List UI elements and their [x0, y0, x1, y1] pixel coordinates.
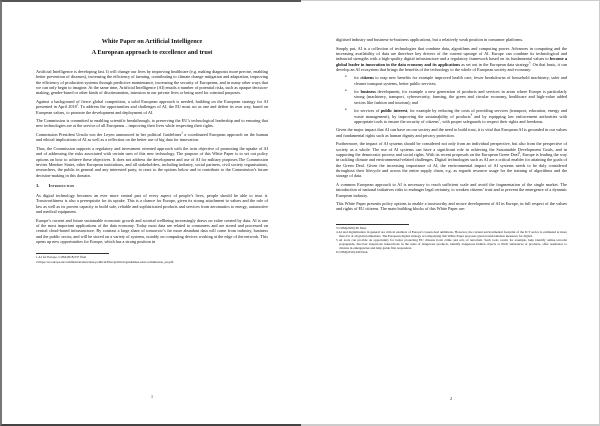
footnote-ref[interactable]: 5 [438, 117, 441, 122]
footnote: 5 AI tools can provide an opportunity for better protecting EU citizens from crime and acts of terrorism. Such tools could, for example, help identify online terrorist propaganda, discover suspicious transactions in the sales of dangerous products, identify dangerous hidden objects or illicit substances or products, offer assistance to citizens in emergencies and help guide first responders. [336, 238, 567, 251]
footnote: 1 AI for Europe, COM/2018/237 final [36, 255, 87, 260]
paragraph: Simply put, AI is a collection of technologies that combine data, algorithms and computing power. Advances in computing and the increasing availability of data are therefore key drivers of the current upsurge of AI. Europe can combine its technological and industrial strengths with a high-quality digital infrastructure and a regulatory framework based on its fundamental values to become a global leader in innovation in the data economy and its applications as set out in the European data strategy$^3$. On that basis, it can develop an AI ecosystem that brings the benefits of the technology to the whole of European society and economy: [336, 45, 568, 72]
footnote: 4 AI and digitalisation in general are critical enablers of Europe’s Green deal ambitions. However, the current environmental footprint of the ICT sector is estimated at more than 2% of all global emissions. The European digital strategy accompanying this White Paper proposes green transformation measures for digital. [336, 230, 567, 239]
paragraph: Artificial Intelligence is developing fast. It will change our lives by improving healthcare (e.g. making diagnosis more precise, enabling better prevention of diseases), increasing the efficiency of farming, contributing to climate change mitigation and adaptation, improving the efficiency of production systems through predictive maintenance, increasing the security of Europeans, and in many other ways that we can only begin to imagine. At the same time, Artificial Intelligence (AI) entails a number of potential risks, such as opaque decision-making, gender-based or other kinds of discrimination, intrusion in our private lives or being used for criminal purposes. [36, 69, 268, 96]
paragraph: Furthermore, the impact of AI systems should be considered not only from an individual perspective, but also from the perspective of society as a whole. The use of AI systems can have a significant role in achieving the Sustainable Development Goals, and in supporting the democratic process and social rights. With its recent proposals on the European Green Deal$^6$, Europe is leading the way in tackling climate and environmental-related challenges. Digital technologies such as AI are a critical enabler for attaining the goals of the Green Deal. Given the increasing importance of AI, the environmental impact of AI systems needs to be duly considered throughout their lifecycle and across the entire supply chain, e.g. as regards resource usage for the training of algorithms and the storage of data. [336, 141, 567, 179]
footnote-ref[interactable]: 2 [181, 130, 183, 135]
footnote: 3 COM(2020) 66 final. [336, 225, 367, 230]
page-number: 1 [151, 394, 153, 399]
page-1-body [36, 37, 268, 265]
footnote-ref[interactable]: 6 [518, 150, 521, 155]
page-2-body [336, 37, 567, 255]
paragraph: As digital technology becomes an ever more central part of every aspect of people’s lives, people should be able to trust it. Trustworthiness is also a prerequisite for its uptake. This is a chance for Europe, given its strong attachment to values and the rule of law as well as its proven capacity to build safe, reliable and sophisticated products and services from aeronautics to energy, automotive and medical equipment. [36, 192, 268, 214]
paragraph: A common European approach to AI is necessary to reach sufficient scale and avoid the fragmentation of the single market. The introduction of national initiatives risks to endanger legal certainty, to weaken citizens’ trust and to prevent the emergence of a dynamic European industry. [336, 181, 567, 198]
list-item: • for citizens to reap new benefits for example improved health care, fewer breakdowns of household machinery, safer and cleaner transport systems, better public services; [354, 75, 567, 86]
page-number: 2 [450, 396, 452, 401]
footnote-divider [336, 224, 409, 225]
paragraph: This White Paper presents policy options to enable a trustworthy and secure development of AI in Europe, in full respect of the values and rights of EU citizens. The main building blocks of this White Paper are: [336, 201, 567, 212]
section-title: Introduction [48, 182, 75, 188]
footnote-ref[interactable]: 4 [470, 112, 473, 117]
footnote-ref[interactable]: 1 [76, 102, 79, 107]
paragraph: Commission President Ursula von der Leyen announced in her political Guidelines$^2$ a coordinated European approach on the human and ethical implications of AI as well as a reflection on the better use of big data for innovation. [36, 130, 268, 143]
footnote[interactable]: 2 https://ec.europa.eu/commission/sites/beta-political/files/political-guidelines-next-commission_en.pdf. [36, 259, 174, 264]
footnote: 6 COM(2019) 640 final. [336, 250, 369, 255]
page-2 [301, 0, 600, 426]
section-heading [36, 183, 268, 188]
footnote-divider [36, 253, 109, 254]
paragraph: Europe’s current and future sustainable economic growth and societal wellbeing increasingly draws on value created by data. AI is one of the most important applications of the data economy. Today most data are related to consumers and are stored and processed on central cloud-based infrastructure. By contrast a large share of tomorrow’s far more abundant data will come from industry, business and the public sector, and will be stored on a variety of systems, notably on computing devices working at the edge of the network. This opens up new opportunities for Europe, which has a strong position in [36, 217, 268, 244]
benefits-list [336, 75, 567, 124]
paragraph: Against a background of fierce global competition, a solid European approach is needed, building on the European strategy for AI presented in April 2018$^1$. To address the opportunities and challenges of AI, the EU must act as one and define its own way, based on European values, to promote the development and deployment of AI. [36, 98, 269, 115]
footnote-ref[interactable]: 3 [528, 60, 531, 65]
paragraph: Thus, the Commission supports a regulatory and investment oriented approach with the twin objective of promoting the uptake of AI and of addressing the risks associated with certain uses of this new technology. The purpose of this White Paper is to set out policy options on how to achieve these objectives. It does not address the development and use of AI for military purposes.The Commission invites Member States, other European institutions, and all stakeholders, including industry, social partners, civil society organisations, researchers, the public in general and any interested party, to react to the options below and to contribute to the Commission’s future decision-making in this domain. [36, 145, 268, 178]
document-subtitle: A European approach to excellence and trust [91, 48, 213, 56]
paragraph: The Commission is committed to enabling scientific breakthrough, to preserving the EU’s technological leadership and to ensuring that new technologies are at the service of all Europeans – improving their lives while respecting their rights. [36, 118, 268, 129]
paragraph: Given the major impact that AI can have on our society and the need to build trust, it is vital that European AI is grounded in our values and fundamental rights such as human dignity and privacy protection. [336, 127, 567, 138]
paragraph: digitised industry and business-to-business applications, but a relatively weak position in consumer platforms. [336, 37, 524, 42]
section-number: 1. [36, 182, 40, 188]
list-item: • for services of public interest, for example by reducing the costs of providing services (transport, education, energy and waste management), by improving the sustainability of products$^4$ and by equipping law enforcement authorities with appropriate tools to ensure the security of citizens$^5$, with proper safeguards to respect their rights and freedoms. [354, 108, 567, 124]
list-item: • for business development, for example a new generation of products and services in areas where Europe is particularly strong (machinery, transport, cybersecurity, farming, the green and circular economy, healthcare and high-value added sectors like fashion and tourism); and [354, 89, 567, 105]
document-title: White Paper on Artificial Intelligence [101, 38, 203, 45]
